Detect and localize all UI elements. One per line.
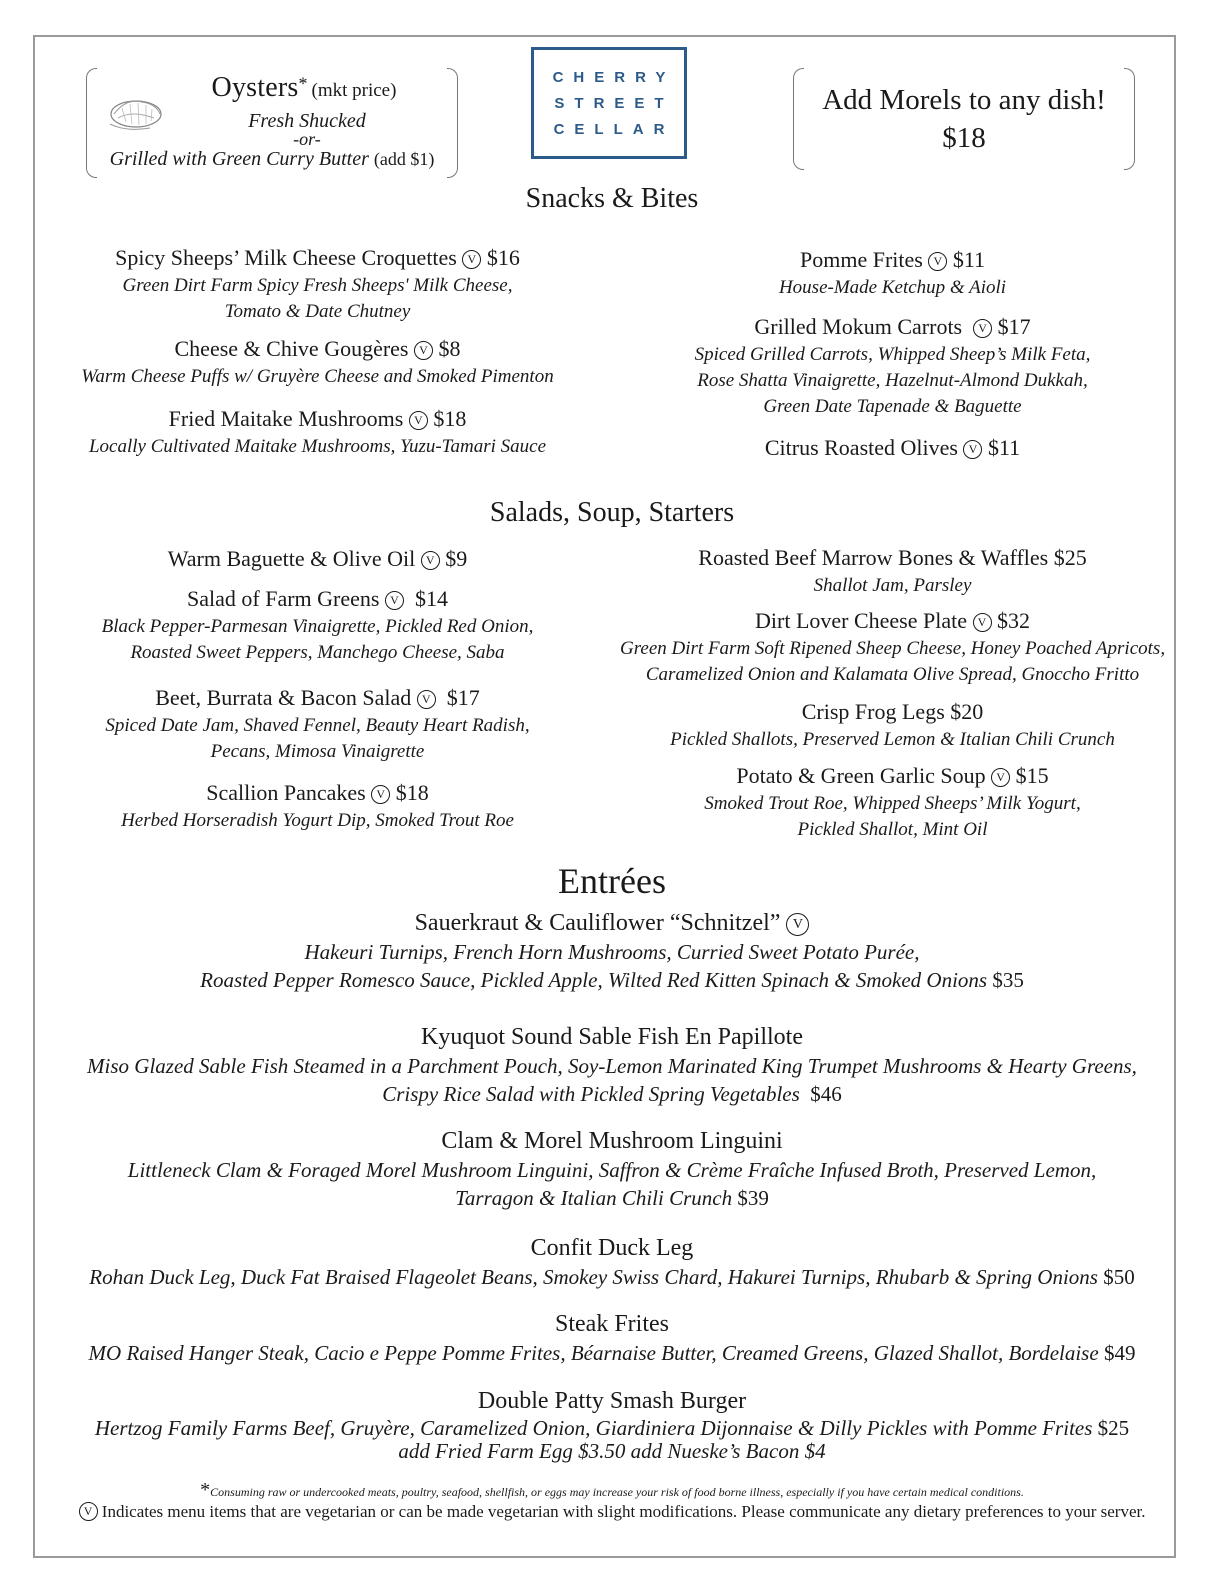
item-description: Miso Glazed Sable Fish Steamed in a Parchment Pouch, Soy-Lemon Marinated King Trumpet Mushrooms & Hearty Greens, [87,1054,1137,1078]
entree-steak-frites [40,1309,1184,1367]
oysters-price-note: (mkt price) [311,80,397,101]
menu-item-olives [620,433,1165,463]
item-name: Roasted Beef Marrow Bones & Waffles $25 [698,545,1087,570]
vegetarian-icon: V [385,591,404,610]
item-description: Hakeuri Turnips, French Horn Mushrooms, Curried Sweet Potato Purée, [304,940,920,964]
vegetarian-icon: V [928,252,947,271]
item-name: Clam & Morel Mushroom Linguini [441,1128,783,1154]
oysters-title: Oysters [211,72,299,103]
vegetarian-note [0,1502,1224,1522]
item-name: Kyuquot Sound Sable Fish En Papillote [420,1024,803,1050]
oysters-grilled-text: Grilled with Green Curry Butter [109,148,369,170]
item-price: $35 [992,968,1024,992]
item-name: Beet, Burrata & Bacon Salad [155,685,412,710]
item-description: Green Date Tapenade & Baguette [763,396,1022,417]
item-price: $18 [395,780,429,805]
section-title-snacks: Snacks & Bites [525,183,699,214]
vegetarian-icon: V [409,411,428,430]
menu-item-pomme-frites [620,245,1165,301]
oysters-box [86,68,458,178]
item-description: Tomato & Date Chutney [224,301,411,322]
item-description: Rose Shatta Vinaigrette, Hazelnut-Almond Dukkah, [697,370,1088,391]
morels-text: Add Morels to any dish! [822,84,1106,116]
vegetarian-note-text: Indicates menu items that are vegetarian or can be made vegetarian with slight modifications. Please communicate any dietary preferences to your server. [101,1502,1146,1521]
item-description: Pecans, Mimosa Vinaigrette [210,741,425,762]
section-title-entrees: Entrées [558,861,666,901]
menu-item-scallion-pancakes [50,778,585,834]
entree-duck-leg [40,1233,1184,1291]
item-name: Spicy Sheeps’ Milk Cheese Croquettes [115,245,457,270]
item-description: MO Raised Hanger Steak, Cacio e Peppe Pomme Frites, Béarnaise Butter, Creamed Greens, Glazed Shallot, Bordelaise [88,1341,1099,1365]
cherry-street-cellar-logo [531,47,687,159]
item-description: Locally Cultivated Maitake Mushrooms, Yuzu-Tamari Sauce [88,436,547,457]
item-name: Pomme Frites [799,247,923,272]
vegetarian-icon: V [371,785,390,804]
menu-item-cheese-plate [620,606,1165,688]
vegetarian-icon: V [973,319,992,338]
item-description: Pickled Shallots, Preserved Lemon & Italian Chili Crunch [670,729,1115,750]
item-description: Roasted Sweet Peppers, Manchego Cheese, Saba [130,642,505,663]
item-name: Double Patty Smash Burger [477,1388,747,1414]
morels-price: $18 [942,122,986,154]
item-description: Herbed Horseradish Yogurt Dip, Smoked Trout Roe [121,810,514,831]
menu-item-potato-soup [620,761,1165,843]
menu-item-farm-greens [50,584,585,666]
logo-line-3: CELLAR [553,120,675,138]
item-name: Scallion Pancakes [206,780,366,805]
vegetarian-icon: V [79,1502,98,1521]
logo-line-1: CHERRY [552,68,676,86]
item-name: Citrus Roasted Olives [764,435,958,460]
item-description: Spiced Grilled Carrots, Whipped Sheep’s Milk Feta, [694,344,1091,365]
item-name: Cheese & Chive Gougères [174,336,409,361]
oysters-grilled-note: (add $1) [373,149,435,169]
section-title-salads: Salads, Soup, Starters [489,497,735,528]
item-price: $49 [1103,1341,1136,1365]
item-description: Smoked Trout Roe, Whipped Sheeps’ Milk Yogurt, [704,793,1081,814]
item-description: Hertzog Family Farms Beef, Gruyère, Caramelized Onion, Giardiniera Dijonnaise & Dilly Pickles with Pomme Frites [94,1416,1093,1440]
item-price: $11 [987,435,1021,460]
entree-clam-linguini [40,1126,1184,1212]
menu-item-beet-burrata [50,683,585,765]
vegetarian-icon: V [786,913,809,936]
item-price: $50 [1103,1265,1135,1289]
item-description: Caramelized Onion and Kalamata Olive Spread, Gnoccho Fritto [645,664,1140,685]
item-name: Potato & Green Garlic Soup [736,763,986,788]
vegetarian-icon: V [414,341,433,360]
item-price: $32 [997,608,1030,633]
disclaimer-asterisk: * [200,1479,211,1501]
item-price: $8 [438,336,461,361]
menu-item-croquettes [50,243,585,325]
vegetarian-icon: V [991,768,1010,787]
item-price: $39 [737,1186,769,1210]
item-description: Littleneck Clam & Foraged Morel Mushroom Linguini, Saffron & Crème Fraîche Infused Broth, Preserved Lemon, [127,1158,1097,1182]
item-description: House-Made Ketchup & Aioli [778,277,1007,298]
item-price: $14 [414,586,448,611]
item-price: $17 [997,314,1031,339]
logo-line-2: STREET [554,94,674,112]
entree-schnitzel [40,908,1184,994]
item-name: Fried Maitake Mushrooms [168,406,404,431]
menu-item-carrots [620,312,1165,420]
vegetarian-icon: V [963,440,982,459]
vegetarian-icon: V [421,551,440,570]
vegetarian-icon: V [973,613,992,632]
item-price: $16 [486,245,520,270]
item-name: Confit Duck Leg [530,1235,694,1261]
oysters-line-fresh: Fresh Shucked [248,110,366,132]
menu-item-marrow-bones [620,543,1165,599]
item-name: Steak Frites [555,1311,669,1337]
entree-sable-fish [40,1022,1184,1108]
disclaimer-text: Consuming raw or undercooked meats, poultry, seafood, shellfish, or eggs may increase your risk of food borne illness, especially if you have certain medical conditions. [210,1485,1024,1499]
oysters-asterisk: * [298,73,308,94]
entree-smash-burger [40,1386,1184,1462]
item-addons: add Fried Farm Egg $3.50 add Nueske’s Bacon $4 [398,1439,826,1463]
item-description: Tarragon & Italian Chili Crunch [455,1186,733,1210]
item-description: Green Dirt Farm Soft Ripened Sheep Cheese, Honey Poached Apricots, [620,638,1166,659]
raw-food-disclaimer [0,1479,1224,1502]
item-description: Roasted Pepper Romesco Sauce, Pickled Apple, Wilted Red Kitten Spinach & Smoked Onions [200,968,988,992]
item-price: $11 [952,247,986,272]
item-description: Warm Cheese Puffs w/ Gruyère Cheese and Smoked Pimenton [81,366,554,387]
item-price: $46 [810,1082,842,1106]
item-price: $18 [433,406,467,431]
menu-item-baguette [50,544,585,574]
item-description: Shallot Jam, Parsley [813,575,972,596]
item-name: Salad of Farm Greens [187,586,380,611]
oysters-line-or: -or- [293,129,321,149]
item-description: Rohan Duck Leg, Duck Fat Braised Flageolet Beans, Smokey Swiss Chard, Hakurei Turnips, Rhubarb & Spring Onions [89,1265,1098,1289]
morels-box [793,68,1135,170]
vegetarian-icon: V [462,250,481,269]
item-name: Warm Baguette & Olive Oil [167,546,416,571]
vegetarian-icon: V [417,690,436,709]
item-price: $25 [1097,1416,1130,1440]
oysters-line-grilled [86,148,458,171]
item-name: Crisp Frog Legs $20 [801,699,984,724]
item-description: Black Pepper-Parmesan Vinaigrette, Pickled Red Onion, [101,616,534,637]
item-description: Pickled Shallot, Mint Oil [797,819,988,840]
item-name: Grilled Mokum Carrots [754,314,963,339]
item-name: Sauerkraut & Cauliflower “Schnitzel” [414,910,781,936]
item-name: Dirt Lover Cheese Plate [755,608,967,633]
menu-item-maitake [50,404,585,460]
oyster-illustration [106,88,164,134]
item-description: Spiced Date Jam, Shaved Fennel, Beauty Heart Radish, [105,715,530,736]
menu-item-frog-legs [620,697,1165,753]
item-description: Crispy Rice Salad with Pickled Spring Vegetables [382,1082,800,1106]
item-price: $15 [1015,763,1049,788]
oysters-heading [166,72,442,104]
menu-item-gougeres [50,334,585,390]
item-price: $9 [445,546,468,571]
item-description: Green Dirt Farm Spicy Fresh Sheeps' Milk Cheese, [122,275,513,296]
item-price: $17 [446,685,480,710]
